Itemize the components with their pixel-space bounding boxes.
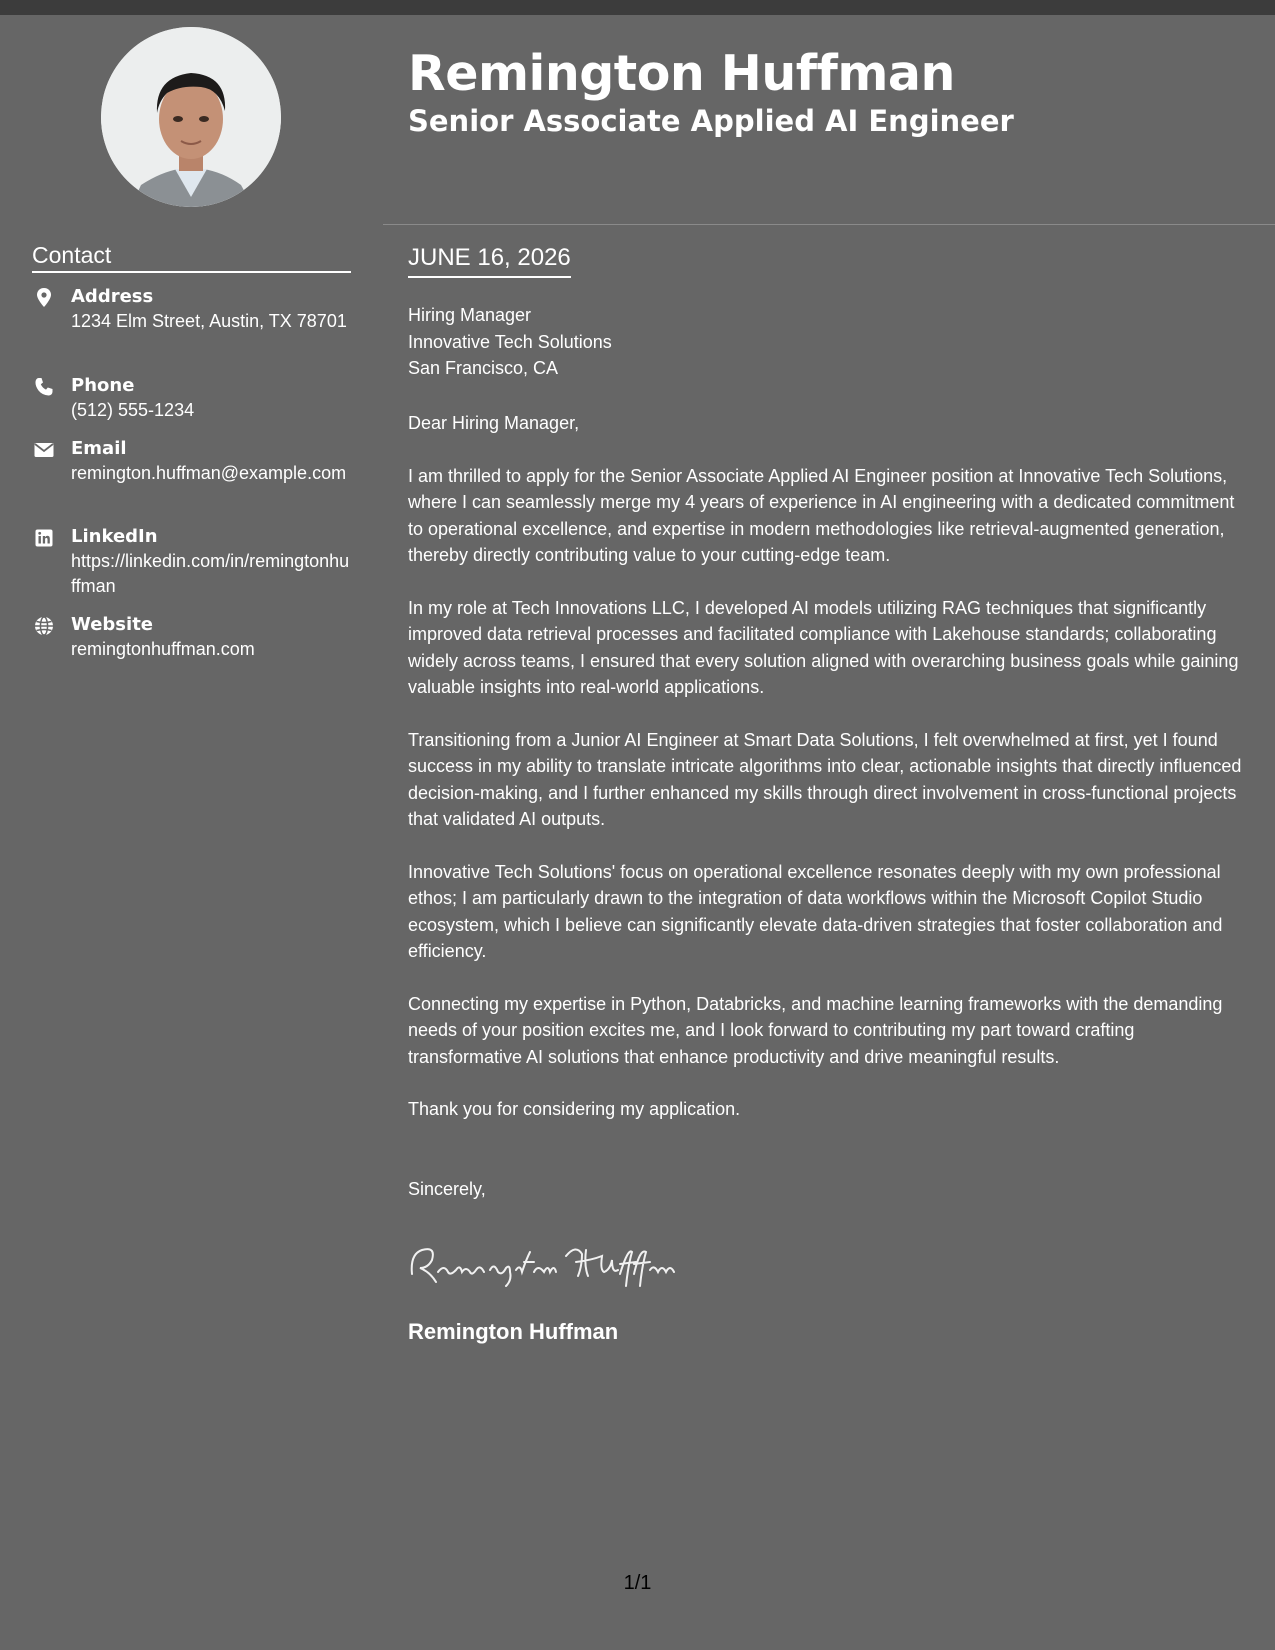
handwritten-signature (406, 1230, 696, 1290)
email-label: Email (71, 438, 127, 459)
phone-label: Phone (71, 375, 135, 396)
page-number: 1/1 (623, 1572, 652, 1594)
contact-heading: Contact (32, 240, 351, 273)
letter-date: JUNE 16, 2026 (408, 243, 571, 278)
email-value[interactable]: remington.huffman@example.com (71, 463, 347, 483)
portrait-image (101, 27, 281, 207)
address-value: 1234 Elm Street, Austin, TX 78701 (71, 311, 347, 331)
applicant-name: Remington Huffman (408, 45, 955, 102)
envelope-icon (32, 438, 56, 462)
profile-photo (101, 27, 281, 207)
letter-paragraph: In my role at Tech Innovations LLC, I developed AI models utilizing RAG techniques that significantly improved data retrieval processes and facilitated compliance with Lakehouse standards; collaborating widely across teams, I ensured that every solution aligned with overarching business goals while gaining valuable insights into real-world applications. (408, 597, 1239, 697)
closing: Sincerely, (408, 1178, 486, 1199)
linkedin-label: LinkedIn (71, 526, 158, 547)
linkedin-value[interactable]: https://linkedin.com/in/remingtonhuffman (71, 551, 350, 596)
recipient-location: San Francisco, CA (408, 358, 559, 378)
signed-name: Remington Huffman (408, 1319, 619, 1344)
letter-paragraph: Innovative Tech Solutions' focus on operational excellence resonates deeply with my own professional ethos; I am particularly drawn to the integration of data workflows within the Microsoft Copilot Studio ecosystem, which I believe can significantly elevate data-driven strategies that foster collaboration and efficiency. (408, 861, 1223, 961)
linkedin-icon (32, 526, 56, 550)
globe-icon (32, 614, 56, 638)
website-value[interactable]: remingtonhuffman.com (71, 639, 255, 659)
salutation: Dear Hiring Manager, (408, 413, 580, 433)
letter-paragraph: I am thrilled to apply for the Senior Associate Applied AI Engineer position at Innovative Tech Solutions, where I can seamlessly merge my 4 years of experience in AI engineering with a dedicated commitment to operational excellence, and expertise in modern methodologies like retrieval-augmented generation, thereby directly contributing value to your cutting-edge team. (408, 465, 1235, 565)
applicant-title: Senior Associate Applied AI Engineer (408, 104, 1014, 138)
letter-paragraph: Connecting my expertise in Python, Databricks, and machine learning frameworks with the demanding needs of your position excites me, and I look forward to contributing my part toward crafting transformative AI solutions that enhance productivity and drive meaningful results. (408, 993, 1223, 1067)
phone-value: (512) 555-1234 (71, 400, 195, 420)
address-label: Address (71, 286, 154, 307)
thanks-line: Thank you for considering my application. (408, 1099, 741, 1119)
phone-icon (32, 375, 56, 399)
header-divider (383, 224, 1275, 225)
letter-paragraph: Transitioning from a Junior AI Engineer at Smart Data Solutions, I felt overwhelmed at first, yet I found success in my ability to translate intricate algorithms into clear, actionable insights that directly influenced decision-making, and I further enhanced my skills through direct involvement in cross-functional projects that validated AI outputs. (408, 729, 1242, 829)
location-pin-icon (32, 286, 56, 310)
top-bar (0, 0, 1275, 15)
recipient-block (408, 302, 612, 382)
recipient-company: Innovative Tech Solutions (408, 331, 612, 352)
recipient-name: Hiring Manager (408, 305, 532, 325)
website-label: Website (71, 614, 154, 635)
letter-body (408, 410, 1248, 1228)
